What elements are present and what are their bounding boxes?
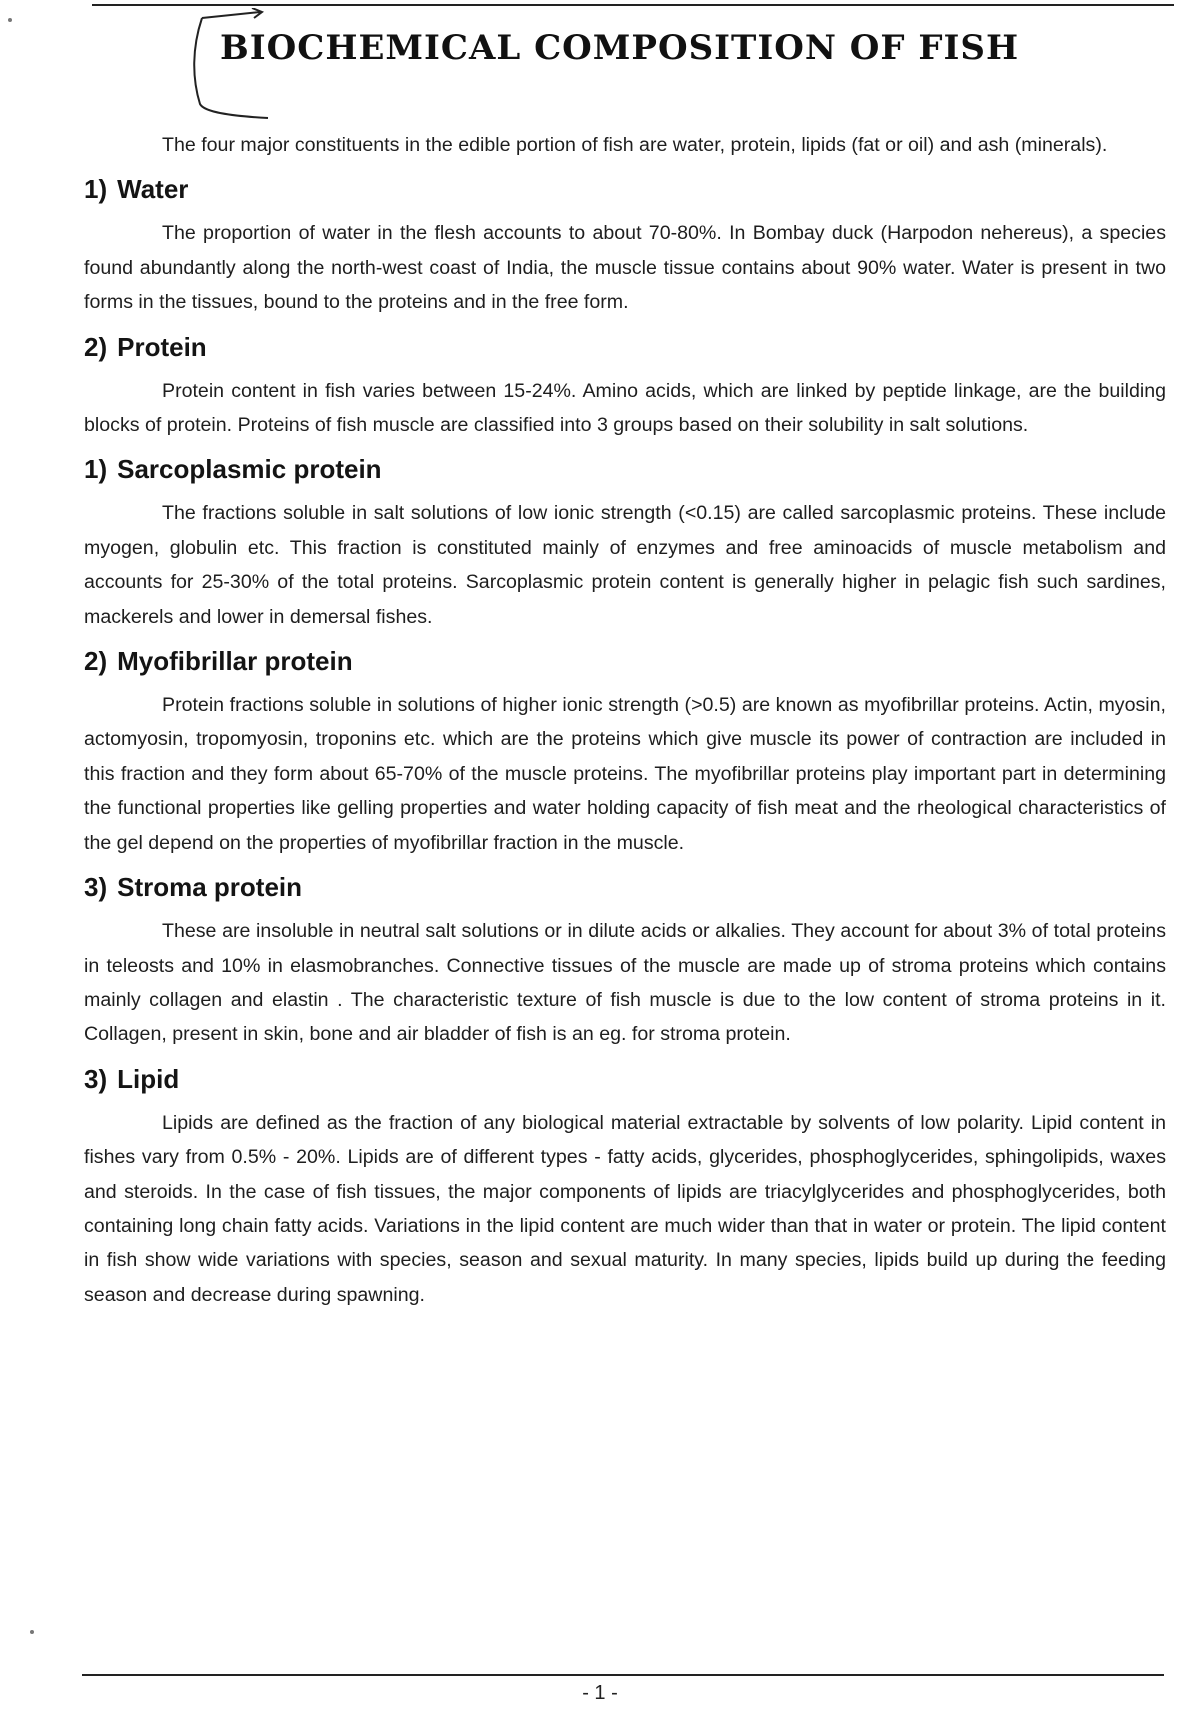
top-rule <box>92 4 1174 6</box>
section-title: Protein <box>117 331 207 362</box>
section-heading <box>84 330 1166 364</box>
page-title: BIOCHEMICAL COMPOSITION OF FISH <box>220 28 1020 68</box>
section-title: Stroma protein <box>117 872 303 903</box>
section-heading <box>84 870 1166 904</box>
section-paragraph: These are insoluble in neutral salt solutions or in dilute acids or alkalies. They account for about 3% of total proteins in teleosts and 10% in elasmobranches. Connective tissues of the muscle are made up of stroma proteins which contains mainly collagen and elastin . The characteristic texture of fish muscle is due to the low content of stroma proteins in it. Collagen, present in skin, bone and air bladder of fish is an eg. for stroma protein. <box>84 920 1166 1046</box>
section-heading <box>84 172 1166 206</box>
scan-speck <box>8 18 12 22</box>
section-title: Sarcoplasmic protein <box>117 454 382 485</box>
section-paragraph: Lipids are defined as the fraction of any biological material extractable by solvents of low polarity. Lipid content in fishes vary from 0.5% - 20%. Lipids are of different types - fatty acids, glycerides, phosphoglycerides, sphingolipids, waxes and steroids. In the case of fish tissues, the major components of lipids are triacylglycerides and phosphoglycerides, both containing long chain fatty acids. Variations in the lipid content are much wider than that in water or protein. The lipid content in fish show wide variations with species, season and sexual maturity. In many species, lipids build up during the feeding season and decrease during spawning. <box>84 1111 1166 1306</box>
section-heading <box>84 452 1166 486</box>
section-heading <box>84 1062 1166 1096</box>
section-number: 1) <box>84 454 108 485</box>
intro-paragraph: The four major constituents in the edible portion of fish are water, protein, lipids (fat or oil) and ash (minerals). <box>162 134 1108 156</box>
section-protein <box>84 330 1166 443</box>
section-title: Lipid <box>117 1063 180 1094</box>
section-heading <box>84 644 1166 678</box>
section-sarcoplasmic-protein <box>84 452 1166 634</box>
section-title: Myofibrillar protein <box>117 646 353 677</box>
section-number: 2) <box>84 331 108 362</box>
page-number: - 1 - <box>582 1682 618 1704</box>
section-lipid <box>84 1062 1166 1312</box>
scan-speck <box>30 1630 34 1634</box>
section-number: 1) <box>84 174 108 205</box>
section-paragraph: The fractions soluble in salt solutions of low ionic strength (<0.15) are called sarcoplasmic proteins. These include myogen, globulin etc. This fraction is constituted mainly of enzymes and free aminoacids of muscle metabolism and accounts for 25-30% of the total proteins. Sarcoplasmic protein content is generally higher in pelagic fish such sardines, mackerels and lower in demersal fishes. <box>84 502 1166 628</box>
section-myofibrillar-protein <box>84 644 1166 860</box>
section-water <box>84 172 1166 319</box>
section-number: 3) <box>84 872 108 903</box>
bottom-rule <box>82 1674 1164 1676</box>
section-paragraph: The proportion of water in the flesh accounts to about 70-80%. In Bombay duck (Harpodon nehereus), a species found abundantly along the north-west coast of India, the muscle tissue contains about 90% water. Water is present in two forms in the tissues, bound to the proteins and in the free form. <box>84 222 1166 314</box>
document-body <box>84 128 1166 1312</box>
section-paragraph: Protein content in fish varies between 15-24%. Amino acids, which are linked by peptide linkage, are the building blocks of protein. Proteins of fish muscle are classified into 3 groups based on their solubility in salt solutions. <box>84 379 1166 437</box>
section-stroma-protein <box>84 870 1166 1052</box>
section-number: 2) <box>84 646 108 677</box>
section-paragraph: Protein fractions soluble in solutions of higher ionic strength (>0.5) are known as myofibrillar proteins. Actin, myosin, actomyosin, tropomyosin, troponins etc. which are the proteins which give muscle its power of contraction are included in this fraction and they form about 65-70% of the muscle proteins. The myofibrillar proteins play important part in determining the functional properties like gelling properties and water holding capacity of fish meat and the rheological characteristics of the gel depend on the properties of myofibrillar fraction in the muscle. <box>84 694 1166 854</box>
section-number: 3) <box>84 1063 108 1094</box>
section-title: Water <box>117 174 189 205</box>
